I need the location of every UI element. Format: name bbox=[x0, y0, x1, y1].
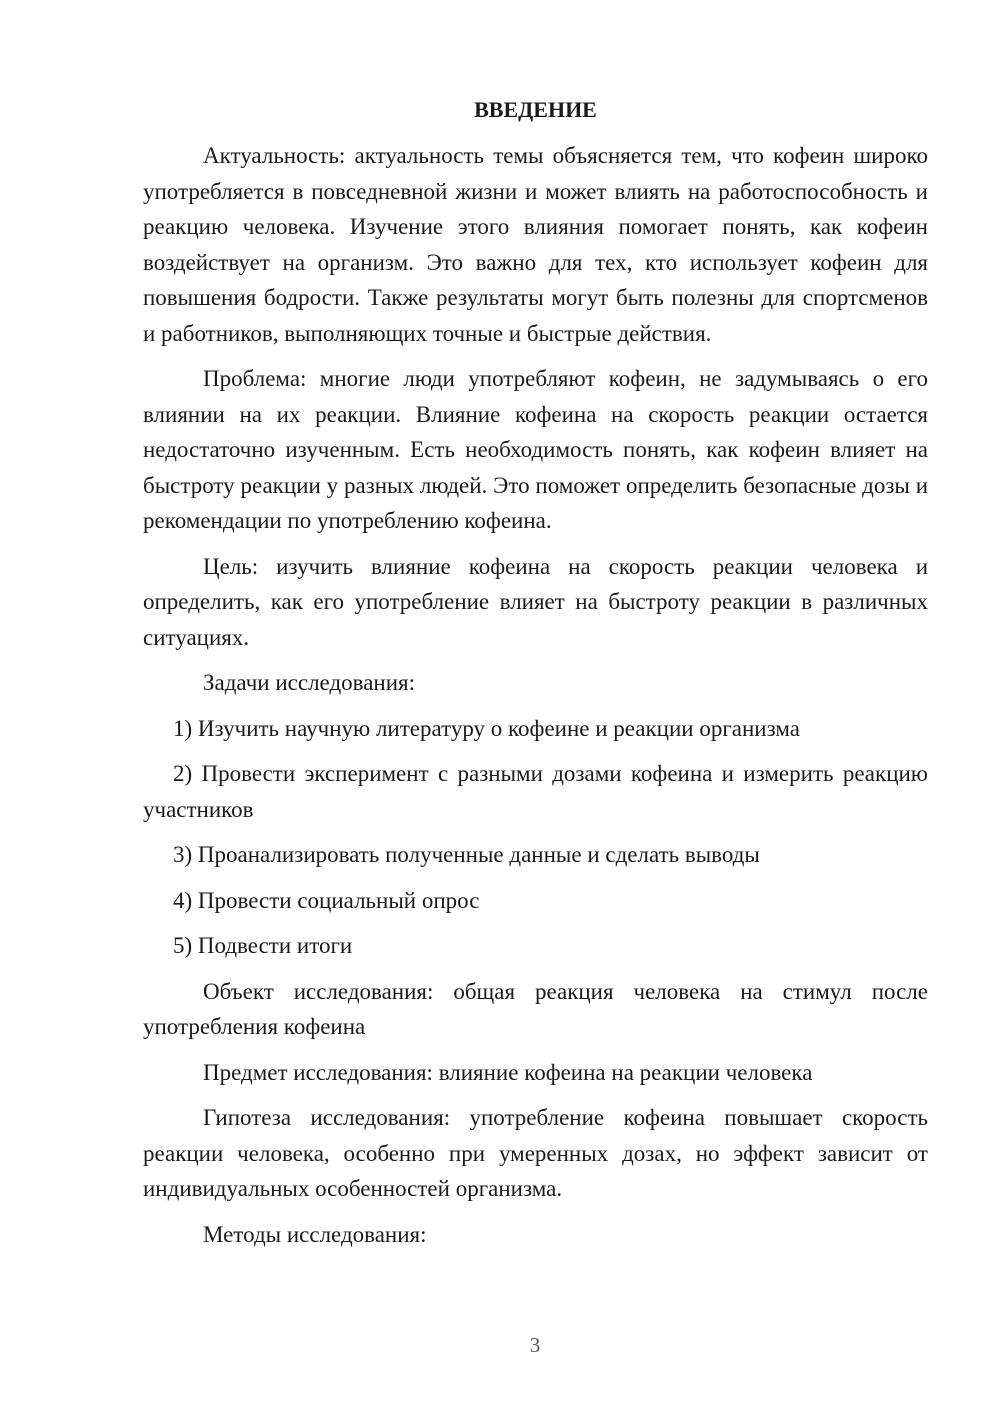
relevance-paragraph: Актуальность: актуальность темы объясняется тем, что кофеин широко употребляется в повседневной жизни и может влиять на работоспособность и реакцию человека. Изучение этого влияния помогает понять, как кофеин воздействует на организм. Это важно для тех, кто использует кофеин для повышения бодрости. Также результаты могут быть полезны для спортсменов и работников, выполняющих точные и быстрые действия. bbox=[143, 143, 928, 346]
task-item-1: 1) Изучить научную литературу о кофеине и реакции организма bbox=[173, 715, 800, 741]
section-title: ВВЕДЕНИЕ bbox=[474, 97, 597, 122]
methods-heading: Методы исследования: bbox=[203, 1221, 427, 1247]
task-item-2: 2) Провести эксперимент с разными дозами кофеина и измерить реакцию участников bbox=[143, 761, 928, 822]
problem-paragraph: Проблема: многие люди употребляют кофеин, не задумываясь о его влиянии на их реакции. Влияние кофеина на скорость реакции остается недостаточно изученным. Есть необходимость понять, как кофеин влияет на быстроту реакции у разных людей. Это поможет определить безопасные дозы и рекомендации по употреблению кофеина. bbox=[143, 366, 928, 533]
goal-paragraph: Цель: изучить влияние кофеина на скорость реакции человека и определить, как его употребление влияет на быстроту реакции в различных ситуациях. bbox=[143, 553, 928, 650]
task-item-4: 4) Провести социальный опрос bbox=[173, 887, 480, 913]
hypothesis-paragraph: Гипотеза исследования: употребление кофеина повышает скорость реакции человека, особенно при умеренных дозах, но эффект зависит от индивидуальных особенностей организма. bbox=[143, 1105, 928, 1201]
page-number: 3 bbox=[529, 1333, 541, 1357]
task-item-5: 5) Подвести итоги bbox=[173, 933, 353, 958]
object-paragraph: Объект исследования: общая реакция человека на стимул после употребления кофеина bbox=[143, 978, 928, 1039]
tasks-heading: Задачи исследования: bbox=[203, 670, 416, 695]
task-item-3: 3) Проанализировать полученные данные и сделать выводы bbox=[173, 842, 760, 867]
subject-paragraph: Предмет исследования: влияние кофеина на реакции человека bbox=[203, 1059, 813, 1085]
page-content bbox=[143, 92, 928, 1262]
